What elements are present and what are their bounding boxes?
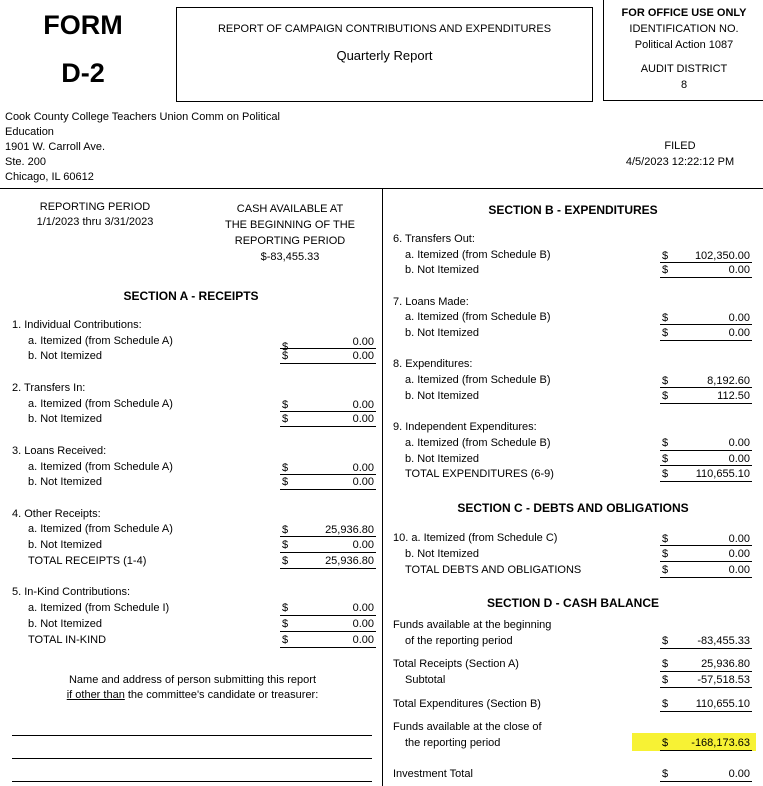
total-receipts-dollar: $ [282,555,289,567]
cash-available-line3: REPORTING PERIOD [234,235,346,247]
line1a-amount: 0.00 [352,336,374,348]
reporting-period-label: REPORTING PERIOD [39,201,151,213]
committee-address-line3: Chicago, IL 60612 [5,171,94,183]
line2b-label: b. Not Itemized [28,413,102,425]
line9a-dollar: $ [662,437,669,449]
line1b-dollar: $ [282,350,289,362]
line3b-label: b. Not Itemized [28,476,102,488]
section-b-title: SECTION B - EXPENDITURES [488,203,658,217]
funds-beginning-label-2: of the reporting period [405,635,513,647]
total-expenditures-dollar: $ [662,468,669,480]
submitter-instructions-line1: Name and address of person submitting this report [68,674,317,686]
line10a-amount: 0.00 [728,533,750,545]
line8-label: 8. Expenditures: [393,358,473,370]
line5b-dollar: $ [282,618,289,630]
rule [660,387,752,388]
line1a-label: a. Itemized (from Schedule A) [28,335,173,347]
subtotal-amount: -57,518.53 [697,674,750,686]
line3a-dollar: $ [282,462,289,474]
line5a-label: a. Itemized (from Schedule I) [28,602,170,614]
office-use-heading: FOR OFFICE USE ONLY [621,7,747,19]
line5a-dollar: $ [282,602,289,614]
line4a-amount: 25,936.80 [325,524,374,536]
line4b-amount: 0.00 [352,539,374,551]
line6b-label: b. Not Itemized [405,264,479,276]
total-inkind-dollar: $ [282,634,289,646]
subtotal-dollar: $ [662,674,669,686]
rule [280,568,376,569]
line5b-label: b. Not Itemized [28,618,102,630]
funds-beginning-label-1: Funds available at the beginning [393,619,552,631]
rule [660,450,752,451]
line1b-label: b. Not Itemized [28,350,102,362]
rule [280,411,376,412]
line3b-dollar: $ [282,476,289,488]
line2-label: 2. Transfers In: [12,382,86,394]
line9b-label: b. Not Itemized [405,453,479,465]
rule [280,489,376,490]
line1b-amount: 0.00 [352,350,374,362]
committee-address-line2: Ste. 200 [5,156,46,168]
line1-label: 1. Individual Contributions: [12,319,142,331]
rule [280,348,376,349]
rule [660,711,752,712]
investment-total-label: Investment Total [393,768,473,780]
line10b-dollar: $ [662,548,669,560]
line7a-label: a. Itemized (from Schedule B) [405,311,551,323]
report-title-box [176,7,593,102]
funds-beginning-amount: -83,455.33 [697,635,750,647]
total-receipts-d-dollar: $ [662,658,669,670]
subtotal-label: Subtotal [405,674,446,686]
submitter-line-3[interactable] [12,781,372,782]
line1a-dollar: $ [282,341,289,353]
identification-label: IDENTIFICATION NO. [629,23,739,35]
line8a-amount: 8,192.60 [707,375,750,387]
rule [660,561,752,562]
committee-name-line2: Education [5,126,54,138]
line3-label: 3. Loans Received: [12,445,107,457]
line6a-label: a. Itemized (from Schedule B) [405,249,551,261]
line2b-dollar: $ [282,413,289,425]
submitter-rest: the committee's candidate or treasurer: [124,689,319,701]
line3a-amount: 0.00 [352,462,374,474]
rule [660,277,752,278]
filed-date: 4/5/2023 12:22:12 PM [625,156,735,168]
funds-close-label-1: Funds available at the close of [393,721,542,733]
rule [660,781,752,782]
rule [660,481,752,482]
cash-available-line1: CASH AVAILABLE AT [236,203,344,215]
audit-district-label: AUDIT DISTRICT [640,63,728,75]
line10b-label: b. Not Itemized [405,548,479,560]
rule [280,647,376,648]
form-label: FORM [43,10,123,40]
line3a-label: a. Itemized (from Schedule A) [28,461,173,473]
line9a-label: a. Itemized (from Schedule B) [405,437,551,449]
rule [280,426,376,427]
line8a-label: a. Itemized (from Schedule B) [405,374,551,386]
submitter-line-2[interactable] [12,758,372,759]
rule [280,552,376,553]
submitter-line-1[interactable] [12,735,372,736]
line7a-dollar: $ [662,312,669,324]
total-receipts-label: TOTAL RECEIPTS (1-4) [28,555,147,567]
total-expenditures-d-dollar: $ [662,698,669,710]
line5b-amount: 0.00 [352,618,374,630]
line6-label: 6. Transfers Out: [393,233,475,245]
cash-available-line2: THE BEGINNING OF THE [225,219,355,231]
rule [660,465,752,466]
rule [660,403,752,404]
funds-beginning-dollar: $ [662,635,669,647]
office-use-box [603,0,763,101]
line9-label: 9. Independent Expenditures: [393,421,537,433]
total-expenditures-d-label: Total Expenditures (Section B) [393,698,541,710]
line2a-label: a. Itemized (from Schedule A) [28,398,173,410]
committee-address [5,110,280,185]
report-title: REPORT OF CAMPAIGN CONTRIBUTIONS AND EXPENDITURES [217,23,552,35]
line7b-dollar: $ [662,327,669,339]
line3b-amount: 0.00 [352,476,374,488]
total-inkind-label: TOTAL IN-KIND [28,634,107,646]
cash-available-value: $-83,455.33 [260,251,320,263]
total-inkind-amount: 0.00 [352,634,374,646]
rule [660,262,752,263]
funds-close-amount: -168,173.63 [691,737,750,749]
investment-total-amount: 0.00 [728,768,750,780]
total-debts-label: TOTAL DEBTS AND OBLIGATIONS [405,564,582,576]
line10b-amount: 0.00 [728,548,750,560]
line2a-dollar: $ [282,399,289,411]
line7-label: 7. Loans Made: [393,296,469,308]
line10a-label: 10. a. Itemized (from Schedule C) [393,532,558,544]
rule [660,687,752,688]
line9a-amount: 0.00 [728,437,750,449]
line9b-amount: 0.00 [728,453,750,465]
filed-label: FILED [664,140,696,152]
reporting-period-value: 1/1/2023 thru 3/31/2023 [36,216,154,228]
line8b-label: b. Not Itemized [405,390,479,402]
funds-close-dollar: $ [662,737,669,749]
rule [660,671,752,672]
line7a-amount: 0.00 [728,312,750,324]
rule [660,577,752,578]
committee-name-line1: Cook County College Teachers Union Comm on Political [5,111,280,123]
rule [660,324,752,325]
line8b-amount: 112.50 [717,390,750,402]
line6a-amount: 102,350.00 [694,250,750,262]
report-type: Quarterly Report [336,48,433,63]
column-divider [382,188,383,786]
line2b-amount: 0.00 [352,413,374,425]
line10a-dollar: $ [662,533,669,545]
audit-district-value: 8 [680,79,688,91]
line6a-dollar: $ [662,250,669,262]
funds-close-label-2: the reporting period [405,737,501,749]
line7b-amount: 0.00 [728,327,750,339]
submitter-emphasis: if other than [66,689,125,701]
rule [280,474,376,475]
total-expenditures-amount: 110,655.10 [695,468,750,480]
total-expenditures-label: TOTAL EXPENDITURES (6-9) [405,468,554,480]
line4-label: 4. Other Receipts: [12,508,101,520]
rule [660,648,752,649]
section-c-title: SECTION C - DEBTS AND OBLIGATIONS [457,501,689,515]
rule [660,340,752,341]
form-number: D-2 [61,58,105,88]
total-expenditures-d-amount: 110,655.10 [695,698,750,710]
rule [660,545,752,546]
line6b-dollar: $ [662,264,669,276]
rule [280,615,376,616]
total-receipts-d-amount: 25,936.80 [701,658,750,670]
line4b-dollar: $ [282,539,289,551]
total-receipts-d-label: Total Receipts (Section A) [393,658,519,670]
total-debts-amount: 0.00 [728,564,750,576]
identification-value: Political Action 1087 [634,39,734,51]
line6b-amount: 0.00 [728,264,750,276]
rule [280,536,376,537]
total-receipts-amount: 25,936.80 [325,555,374,567]
line4a-dollar: $ [282,524,289,536]
rule [660,750,752,751]
section-a-title: SECTION A - RECEIPTS [123,289,259,303]
rule [280,631,376,632]
line5a-amount: 0.00 [352,602,374,614]
line8a-dollar: $ [662,375,669,387]
investment-total-dollar: $ [662,768,669,780]
cash-available-block [215,201,365,265]
committee-address-line1: 1901 W. Carroll Ave. [5,141,106,153]
rule [280,363,376,364]
line4b-label: b. Not Itemized [28,539,102,551]
total-debts-dollar: $ [662,564,669,576]
line7b-label: b. Not Itemized [405,327,479,339]
submitter-instructions-line2 [20,689,365,701]
line4a-label: a. Itemized (from Schedule A) [28,523,173,535]
line8b-dollar: $ [662,390,669,402]
section-d-title: SECTION D - CASH BALANCE [486,596,659,610]
line5-label: 5. In-Kind Contributions: [12,586,131,598]
line2a-amount: 0.00 [352,399,374,411]
line9b-dollar: $ [662,453,669,465]
